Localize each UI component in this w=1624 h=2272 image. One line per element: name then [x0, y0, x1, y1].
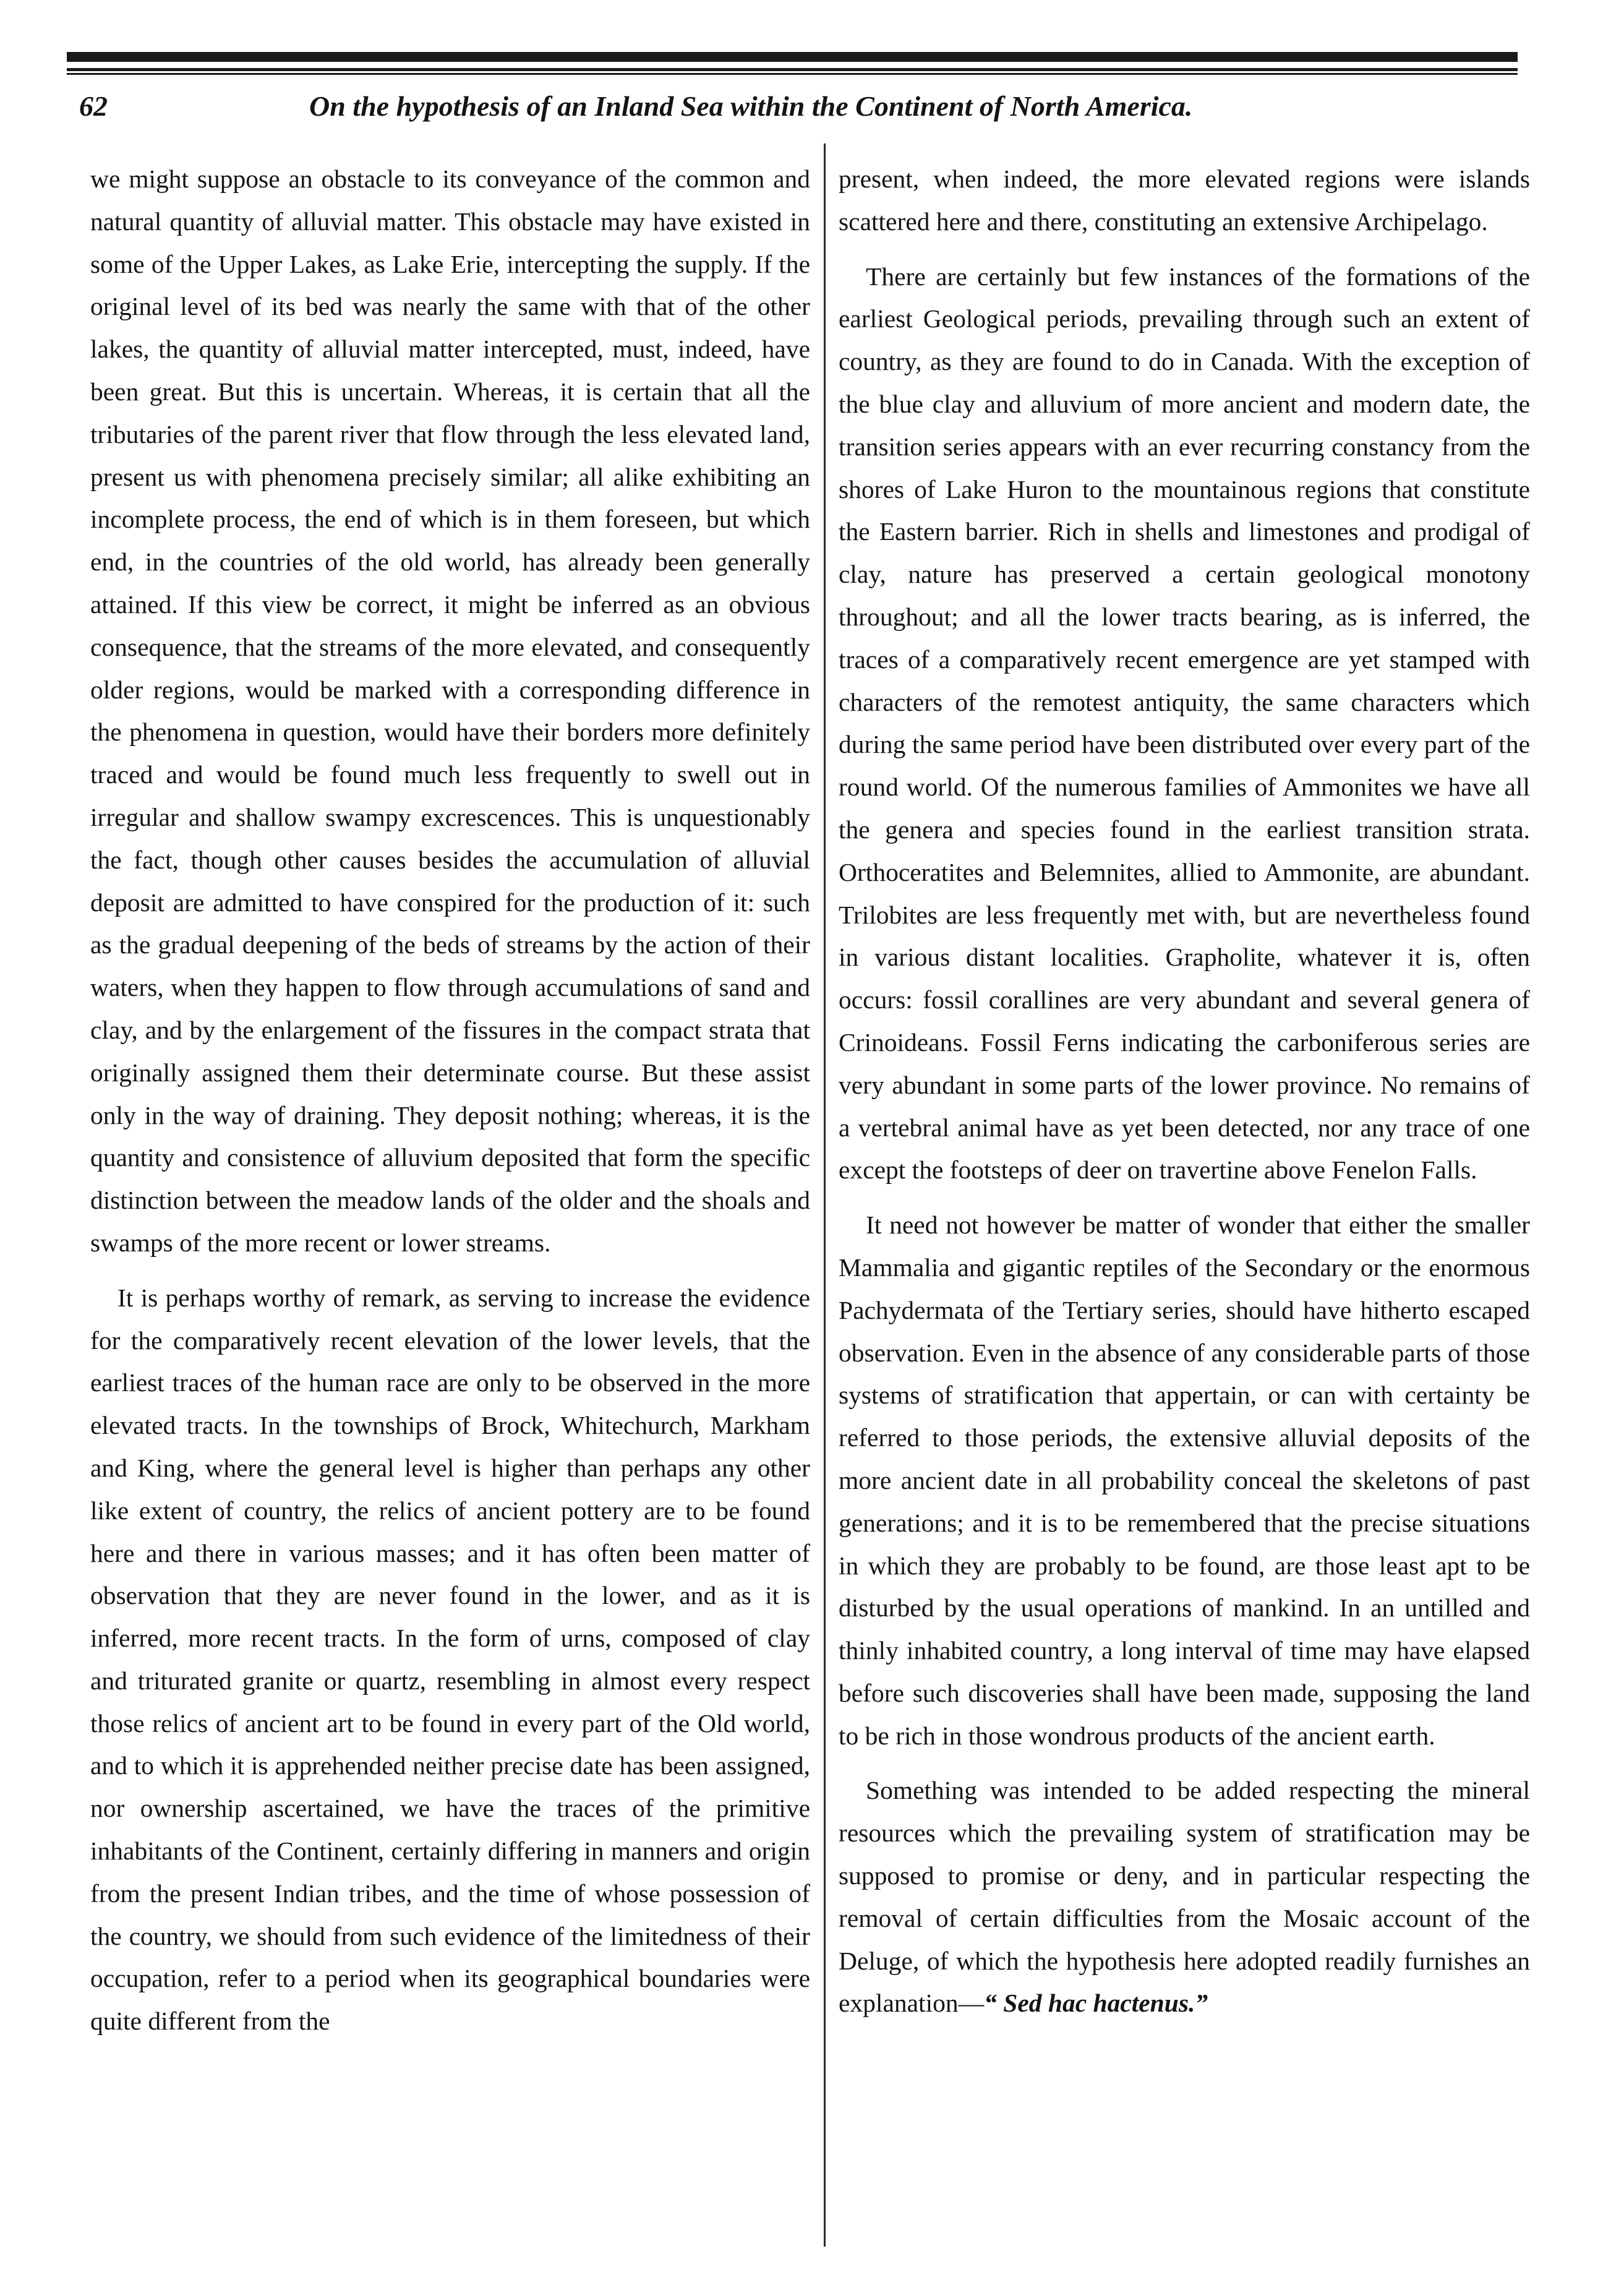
header-rule-thin [67, 68, 1518, 71]
right-paragraph-2: There are certainly but few instances of the formations of the earliest Geological periods, prevailing through such an extent of country, as they are found to do in Canada. With the exception of the blue clay and alluvium of more ancient and modern date, the transition series appears with an ever recurring constancy from the shores of Lake Huron to the mountainous regions that constitute the Eastern barrier. Rich in shells and limestones and prodigal of clay, nature has preserved a certain geological monotony throughout; and all the lower tracts bearing, as is inferred, the traces of a comparatively recent emergence are yet stamped with characters of the remotest antiquity, the same characters which during the same period have been distributed over every part of the round world. Of the numerous families of Ammonites we have all the genera and species found in the earliest transition strata. Orthoceratites and Belemnites, allied to Ammonite, are abundant. Trilobites are less frequently met with, but are nevertheless found in various distant localities. Grapholite, whatever it is, often occurs: fossil corallines are very abundant and several genera of Crinoideans. Fossil Ferns indicating the carboniferous series are very abundant in some parts of the lower province. No remains of a vertebral animal have as yet been detected, nor any trace of one except the footsteps of deer on travertine above Fenelon Falls. [839, 262, 1530, 1185]
right-paragraph-1: present, when indeed, the more elevated regions were islands scattered here and there, constituting an extensive Archipelago. [839, 165, 1530, 236]
running-header [79, 87, 1514, 126]
header-rule-thick [67, 52, 1518, 62]
left-paragraph-2: It is perhaps worthy of remark, as serving to increase the evidence for the comparatively recent elevation of the lower levels, that the earliest traces of the human race are only to be observed in the more elevated tracts. In the townships of Brock, Whitechurch, Markham and King, where the general level is higher than perhaps any other like extent of country, the relics of ancient pottery are to be found here and there in various masses; and it has often been matter of observation that they are never found in the lower, and as it is inferred, more recent tracts. In the form of urns, composed of clay and triturated granite or quartz, resembling in almost every respect those relics of ancient art to be found in every part of the Old world, and to which it is apprehended neither precise date has been assigned, nor ownership ascertained, we have the traces of the primitive inhabitants of the Continent, certainly differing in manners and origin from the present Indian tribes, and the time of whose possession of the country, we should from such evidence of the limitedness of their occupation, refer to a period when its geographical boundaries were quite different from the [90, 1283, 810, 2036]
right-column [839, 158, 1530, 2248]
page-number: 62 [79, 90, 108, 122]
left-column [90, 158, 810, 2248]
right-paragraph-4 [839, 1769, 1530, 2025]
left-paragraph-1: we might suppose an obstacle to its conveyance of the common and natural quantity of alluvial matter. This obstacle may have existed in some of the Upper Lakes, as Lake Erie, intercepting the supply. If the original level of its bed was nearly the same with that of the other lakes, the quantity of alluvial matter intercepted, must, indeed, have been great. But this is uncertain. Whereas, it is certain that all the tributaries of the parent river that flow through the less elevated land, present us with phenomena precisely similar; all alike exhibiting an incomplete process, the end of which is in them foreseen, but which end, in the countries of the old world, has already been generally attained. If this view be correct, it might be inferred as an obvious consequence, that the streams of the more elevated, and consequently older regions, would be marked with a corresponding difference in the phenomena in question, would have their borders more definitely traced and would be found much less frequently to swell out in irregular and shallow swampy excrescences. This is unquestionably the fact, though other causes besides the accumulation of alluvial deposit are admitted to have conspired for the production of it: such as the gradual deepening of the beds of streams by the action of their waters, when they happen to flow through accumulations of sand and clay, and by the enlargement of the fissures in the compact strata that originally assigned them their determinate course. But these assist only in the way of draining. They deposit nothing; whereas, it is the quantity and consistence of alluvium deposited that form the specific distinction between the meadow lands of the older and the shoals and swamps of the more recent or lower streams. [90, 165, 810, 1257]
running-title: On the hypothesis of an Inland Sea within the Continent of North America. [309, 90, 1193, 122]
header-rule-hairline [67, 73, 1518, 75]
right-paragraph-4-text: Something was intended to be added respecting the mineral resources which the prevailing system of stratification may be supposed to promise or deny, and in particular respecting the removal of certain difficulties from the Mosaic account of the Deluge, of which the hypothesis here adopted readily furnishes an explanation— [839, 1776, 1530, 2018]
right-paragraph-3: It need not however be matter of wonder that either the smaller Mammalia and gigantic reptiles of the Secondary or the enormous Pachydermata of the Tertiary series, should have hitherto escaped observation. Even in the absence of any considerable parts of those systems of stratification that appertain, or can with certainty be referred to those periods, the extensive alluvial deposits of the more ancient date in all probability conceal the skeletons of past generations; and it is to be remembered that the precise situations in which they are probably to be found, are those least apt to be disturbed by the usual operations of mankind. In an untilled and thinly inhabited country, a long interval of time may have elapsed before such discoveries shall have been made, supposing the land to be rich in those wondrous products of the ancient earth. [839, 1211, 1530, 1750]
latin-closing-quote: “ Sed hac hactenus.” [984, 1989, 1208, 2018]
column-divider [824, 144, 826, 2247]
